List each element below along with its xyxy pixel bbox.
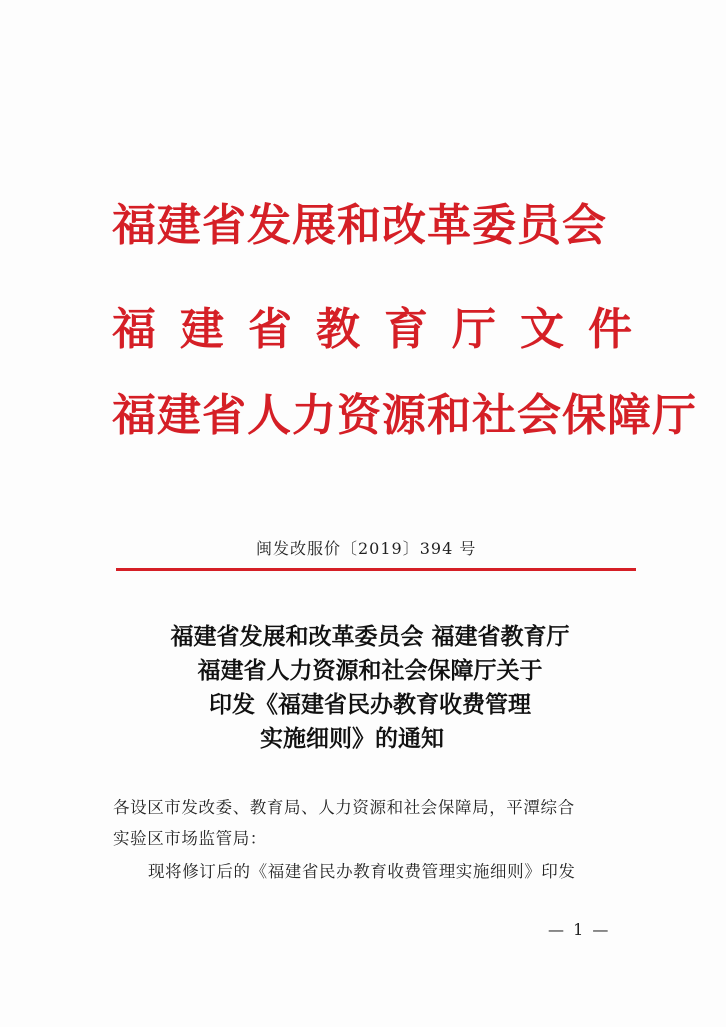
header-char: 建 xyxy=(180,304,224,355)
addressee-line-2: 实验区市场监管局： xyxy=(113,829,267,848)
document-title-line-1: 福建省发展和改革委员会 福建省教育厅 xyxy=(170,623,570,650)
document-title-line-2: 福建省人力资源和社会保障厅关于 xyxy=(197,657,543,684)
page-number: — 1 — xyxy=(548,920,611,939)
issuer-header-line-1: 福建省发展和改革委员会 xyxy=(112,200,607,251)
header-char: 育 xyxy=(384,304,428,355)
document-title-line-4: 实施细则》的通知 xyxy=(260,725,444,752)
document-number: 闽发改服价〔2019〕394 号 xyxy=(256,539,477,558)
red-separator-rule xyxy=(116,568,636,571)
issuer-header-line-2 xyxy=(112,304,632,355)
header-char: 福 xyxy=(112,304,156,355)
header-char: 文 xyxy=(520,304,564,355)
header-char: 件 xyxy=(588,304,632,355)
document-title-line-3: 印发《福建省民办教育收费管理 xyxy=(209,691,531,718)
addressee-line-1: 各设区市发改委、教育局、人力资源和社会保障局，平潭综合 xyxy=(113,798,575,817)
header-char: 厅 xyxy=(452,304,496,355)
header-char: 教 xyxy=(316,304,360,355)
body-paragraph-1: 现将修订后的《福建省民办教育收费管理实施细则》印发 xyxy=(148,862,576,881)
issuer-header-line-3: 福建省人力资源和社会保障厅 xyxy=(112,390,697,441)
header-char: 省 xyxy=(248,304,292,355)
